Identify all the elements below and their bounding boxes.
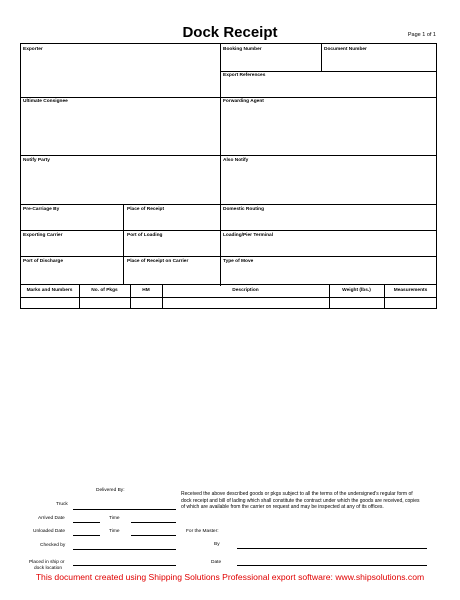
row-divider [20, 155, 437, 156]
time-label: Time [109, 516, 120, 521]
place-of-receipt-label: Place of Receipt [127, 207, 165, 212]
notice-line: Received the above described goods or pkgs subject to all the terms of the undersigned's regular form of [181, 491, 413, 497]
row-divider [20, 204, 437, 205]
page-number: Page 1 of 1 [407, 32, 436, 38]
domestic-routing-label: Domestic Routing [223, 207, 265, 212]
forwarding-agent-label: Forwarding Agent [223, 99, 264, 104]
delivered-by-label: Delivered By: [96, 488, 125, 493]
column-divider [220, 43, 221, 286]
date-label: Date [211, 560, 222, 565]
notice-line: dock receipt and bill of lading which shall constitute the contract under which the goods are received, copies [181, 497, 420, 504]
row-divider [20, 256, 437, 257]
notify-party-label: Notify Party [23, 158, 50, 163]
arrived-date-line [73, 522, 100, 523]
date-line [237, 565, 427, 566]
row-divider [20, 284, 437, 285]
receipt-notice [181, 491, 431, 511]
also-notify-label: Also Notify [223, 158, 249, 163]
time-line [131, 522, 176, 523]
row-divider [220, 71, 437, 72]
unloaded-date-line [73, 535, 100, 536]
port-of-discharge-label: Port of Discharge [23, 259, 63, 264]
placed-in-ship-label: Placed in ship or [29, 560, 65, 565]
row-divider [20, 297, 437, 298]
checked-by-label: Checked by [40, 543, 66, 548]
exporting-carrier-label: Exporting Carrier [23, 233, 63, 238]
unloaded-date-label: Unloaded Date [33, 529, 66, 534]
document-number-label: Document Number [324, 47, 367, 52]
table-header-weight: Weight (lbs.) [342, 288, 371, 293]
export-references-label: Export References [223, 73, 266, 78]
pre-carriage-by-label: Pre-Carriage By [23, 207, 60, 212]
place-of-receipt-on-carrier-label: Place of Receipt on Carrier [127, 259, 189, 264]
dock-location-label: dock location [34, 566, 62, 571]
table-header-pkgs: No. of Pkgs [91, 288, 118, 293]
arrived-date-label: Arrived Date [38, 516, 65, 521]
booking-number-label: Booking Number [223, 47, 262, 52]
checked-by-line [73, 549, 176, 550]
row-divider [20, 230, 437, 231]
table-header-description: Description [232, 288, 259, 293]
page-title: Dock Receipt [182, 24, 278, 41]
column-divider [321, 43, 322, 71]
for-the-master-label: For the Master: [186, 529, 219, 534]
notice-line: of which are available from the carrier on request and may be inspected at any of its offices. [181, 504, 384, 510]
by-label: By [214, 542, 220, 547]
column-divider [123, 204, 124, 284]
truck-label: Truck [56, 502, 68, 507]
row-divider [20, 97, 437, 98]
software-notice: This document created using Shipping Solutions Professional export software: www.shipsolutions.com [35, 572, 425, 582]
time-line [131, 535, 176, 536]
port-of-loading-label: Port of Loading [127, 233, 163, 238]
by-line [237, 548, 427, 549]
table-header-hm: HM [142, 288, 150, 293]
table-header-marks: Marks and Numbers [26, 288, 73, 293]
time-label: Time [109, 529, 120, 534]
loading-pier-terminal-label: Loading/Pier Terminal [223, 233, 274, 238]
ultimate-consignee-label: Ultimate Consignee [23, 99, 68, 104]
table-header-measurements: Measurements [393, 288, 428, 293]
form-box [20, 43, 437, 309]
placed-line [73, 565, 176, 566]
truck-line [73, 509, 176, 510]
type-of-move-label: Type of Move [223, 259, 254, 264]
exporter-label: Exporter [23, 47, 43, 52]
